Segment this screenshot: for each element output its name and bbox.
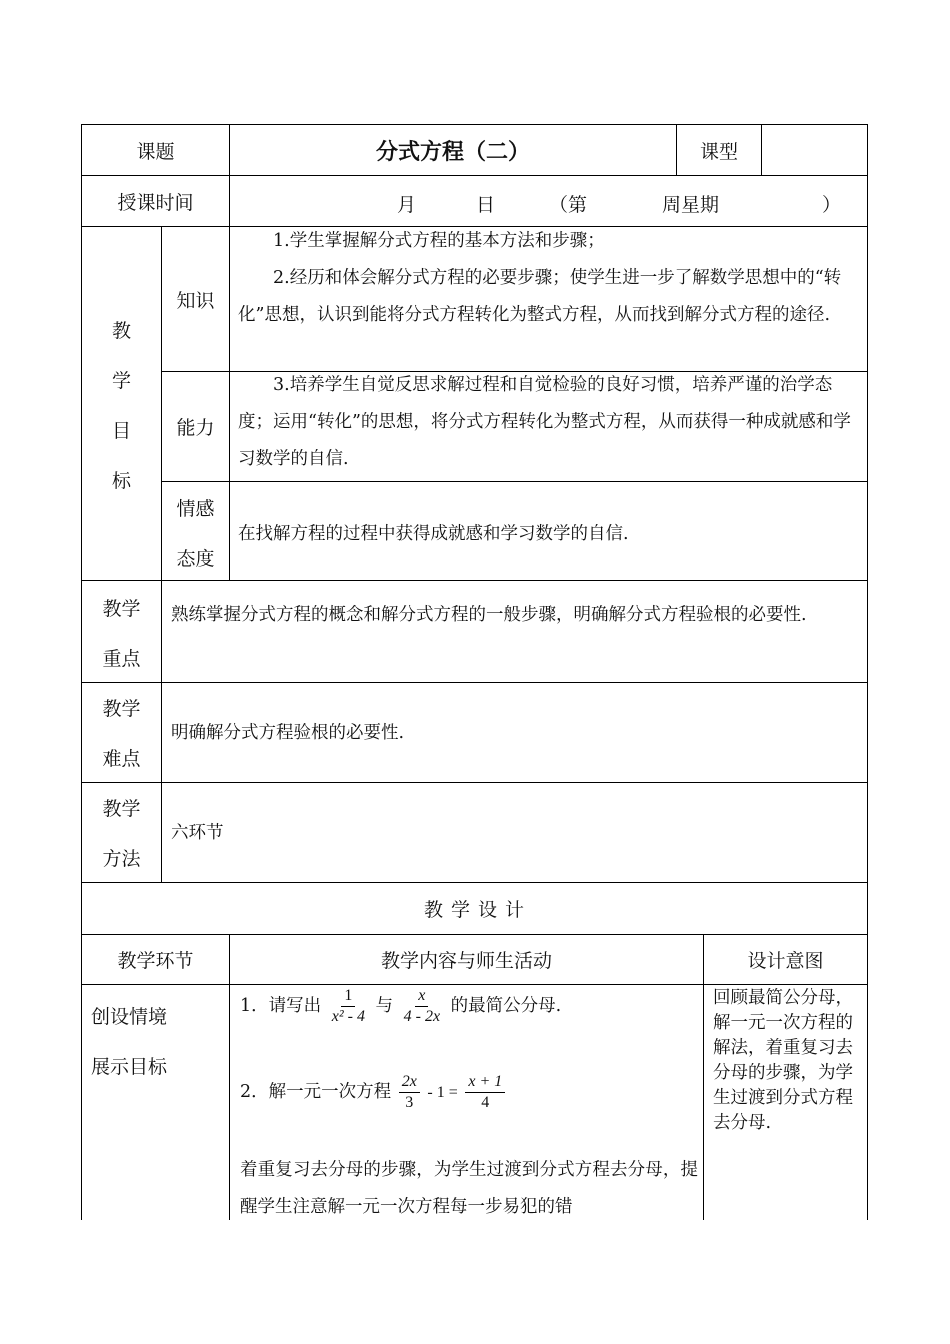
objectives-label-char: 目 — [111, 420, 131, 442]
question-1-suffix: 的最简公分母. — [450, 996, 562, 1016]
col-content-header: 教学内容与师生活动 — [380, 950, 552, 972]
key-points-label-line: 教学 — [102, 598, 141, 620]
difficulties-text: 明确解分式方程验根的必要性. — [171, 723, 405, 743]
ability-text — [238, 367, 862, 478]
key-points-label — [82, 584, 161, 684]
time-day: 日 — [476, 194, 496, 216]
difficulties-label — [82, 684, 161, 784]
time-week: （第 — [549, 194, 588, 216]
fraction-numerator: 1 — [341, 986, 355, 1007]
objectives-label-char: 教 — [111, 320, 131, 342]
topic-label: 课题 — [136, 140, 175, 163]
fraction-numerator: x + 1 — [465, 1072, 505, 1093]
knowledge-item: 1.学生掌握解分式方程的基本方法和步骤； — [273, 231, 605, 251]
design-title: 教 学 设 计 — [423, 899, 526, 921]
difficulties-label-line: 难点 — [102, 748, 141, 770]
question-1-prefix: 1．请写出 — [240, 996, 322, 1016]
objectives-label-char: 标 — [111, 470, 131, 492]
emotion-label — [162, 484, 229, 584]
knowledge-item: 2.经历和体会解分式方程的必要步骤；使学生进一步了解数学思想中的“转化”思想，认识到能将分式方程转化为整式方程，从而找到解分式方程的途径. — [238, 268, 842, 325]
question-1 — [240, 986, 700, 1027]
key-points-label-line: 重点 — [102, 648, 141, 670]
difficulties-label-line: 教学 — [102, 698, 141, 720]
fraction-denominator: 3 — [405, 1094, 414, 1111]
stage-name — [91, 992, 226, 1092]
stage-name-line: 展示目标 — [91, 1056, 168, 1078]
type-label: 课型 — [699, 140, 738, 163]
fraction — [401, 986, 443, 1027]
fraction-denominator: x² - 4 — [331, 1008, 365, 1025]
emotion-text: 在找解方程的过程中获得成就感和学习数学的自信. — [238, 524, 629, 544]
col-stage-header: 教学环节 — [117, 950, 194, 972]
content-text: 着重复习去分母的步骤，为学生过渡到分式方程去分母，提醒学生注意解一元一次方程每一步易犯的错 — [240, 1160, 698, 1217]
time-label: 授课时间 — [117, 191, 194, 214]
objectives-label — [82, 306, 161, 506]
knowledge-text — [238, 223, 862, 334]
time-month: 月 — [397, 194, 417, 216]
intent-text: 回顾最简公分母，解一元一次方程的解法，着重复习去分母的步骤，为学生过渡到分式方程去分母. — [713, 988, 853, 1133]
method-label — [82, 784, 161, 884]
stage-name-line: 创设情境 — [91, 1006, 168, 1028]
question-2 — [240, 1072, 700, 1113]
method-label-line: 教学 — [102, 798, 141, 820]
emotion-label-line: 态度 — [176, 548, 215, 570]
fraction — [329, 986, 368, 1027]
question-2-prefix: 2．解一元一次方程 — [240, 1082, 392, 1102]
question-1-mid: 与 — [375, 996, 394, 1016]
time-weekday: 周星期 — [662, 194, 720, 216]
key-points-text: 熟练掌握分式方程的概念和解分式方程的一般步骤，明确解分式方程验根的必要性. — [171, 605, 807, 625]
fraction-numerator: x — [415, 986, 428, 1007]
time-close: ） — [822, 194, 842, 216]
fraction — [399, 1072, 420, 1113]
ability-label: 能力 — [176, 417, 215, 439]
page-title: 分式方程（二） — [375, 138, 530, 165]
ability-item: 3.培养学生自觉反思求解过程和自觉检验的良好习惯，培养严谨的治学态度；运用“转化”的思想，将分式方程转化为整式方程，从而获得一种成就感和学习数学的自信. — [238, 375, 851, 469]
type-value — [762, 125, 867, 175]
col-intent-header: 设计意图 — [747, 950, 824, 972]
fraction — [465, 1072, 505, 1113]
method-label-line: 方法 — [102, 848, 141, 870]
fraction-numerator: 2x — [399, 1072, 420, 1093]
equation-operator: - 1 = — [427, 1084, 458, 1101]
objectives-label-char: 学 — [111, 370, 131, 392]
method-text: 六环节 — [171, 823, 224, 843]
knowledge-label: 知识 — [176, 289, 215, 312]
fraction-denominator: 4 — [481, 1094, 490, 1111]
emotion-label-line: 情感 — [176, 498, 215, 520]
fraction-denominator: 4 - 2x — [403, 1008, 441, 1025]
